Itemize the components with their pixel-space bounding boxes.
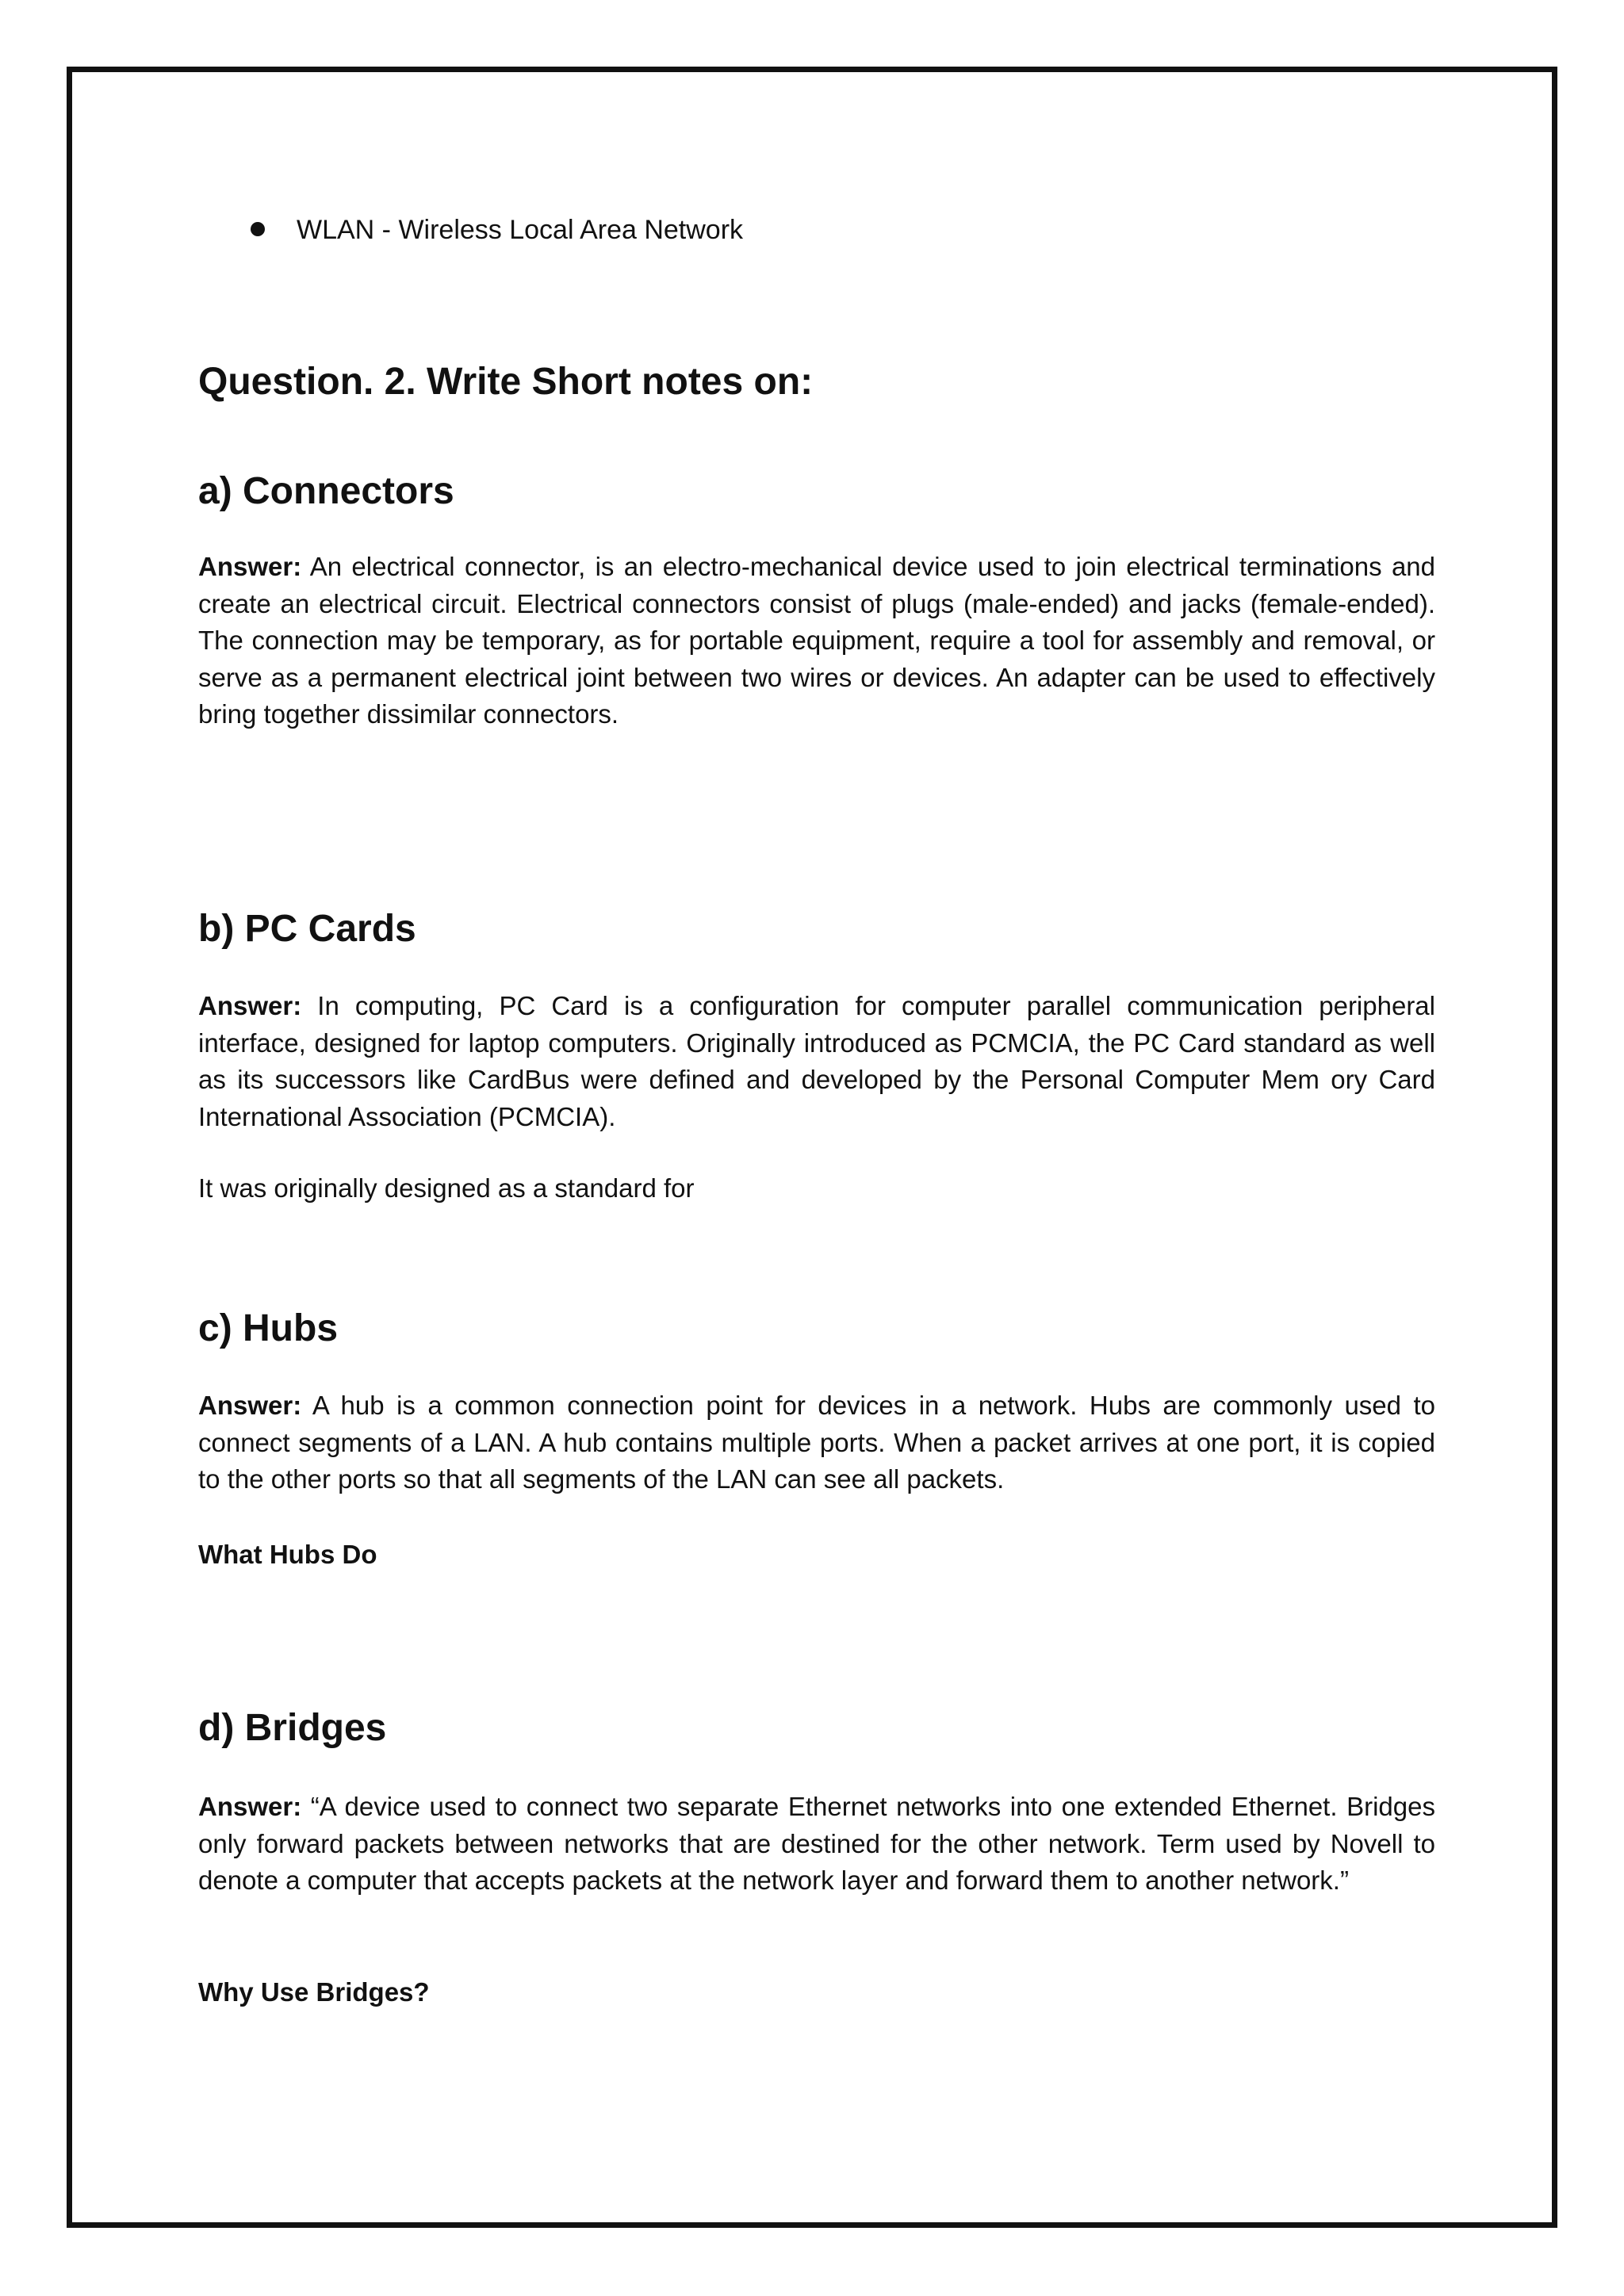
answer-connectors: [198, 549, 1435, 733]
pc-cards-extra-text: It was originally designed as a standard for: [198, 1173, 695, 1203]
bridges-subheading: Why Use Bridges?: [198, 1977, 430, 2007]
bullet-icon: [251, 222, 265, 236]
heading-connectors: a) Connectors: [198, 470, 454, 512]
answer-label: Answer:: [198, 552, 302, 581]
hubs-subheading: What Hubs Do: [198, 1540, 377, 1569]
answer-text: A hub is a common connection point for devices in a network. Hubs are commonly used to connect segments of a LAN. A hub contains multiple ports. When a packet arrives at one port, it is copied to the other ports so that all segments of the LAN can see all packets.: [198, 1391, 1435, 1494]
answer-text: In computing, PC Card is a configuration for computer parallel communication peripheral interface, designed for laptop computers. Originally introduced as PCMCIA, the PC Card standard as well as its successors like CardBus were defined and developed by the Personal Computer Mem ory Card International Association (PCMCIA).: [198, 991, 1435, 1131]
heading-hubs: c) Hubs: [198, 1307, 339, 1349]
heading-pc-cards: b) PC Cards: [198, 908, 416, 950]
answer-pc-cards: [198, 988, 1435, 1135]
answer-label: Answer:: [198, 991, 302, 1020]
answer-label: Answer:: [198, 1792, 302, 1821]
heading-bridges: d) Bridges: [198, 1707, 387, 1749]
answer-text: “A device used to connect two separate Ethernet networks into one extended Ethernet. Bridges only forward packets between networks that are destined for the other network. Term used by Novell to denote a computer that accepts packets at the network layer and forward them to another network.”: [198, 1792, 1435, 1895]
answer-text: An electrical connector, is an electro-mechanical device used to join electrical terminations and create an electrical circuit. Electrical connectors consist of plugs (male-ended) and jacks (female-ended). The connection may be temporary, as for portable equipment, require a tool for assembly and removal, or serve as a permanent electrical joint between two wires or devices. An adapter can be used to effectively bring together dissimilar connectors.: [198, 552, 1435, 729]
bullet-item-wlan: WLAN - Wireless Local Area Network: [297, 215, 744, 245]
question-title: Question. 2. Write Short notes on:: [198, 361, 814, 403]
answer-hubs: [198, 1387, 1435, 1498]
answer-label: Answer:: [198, 1391, 302, 1420]
answer-bridges: [198, 1789, 1435, 1900]
